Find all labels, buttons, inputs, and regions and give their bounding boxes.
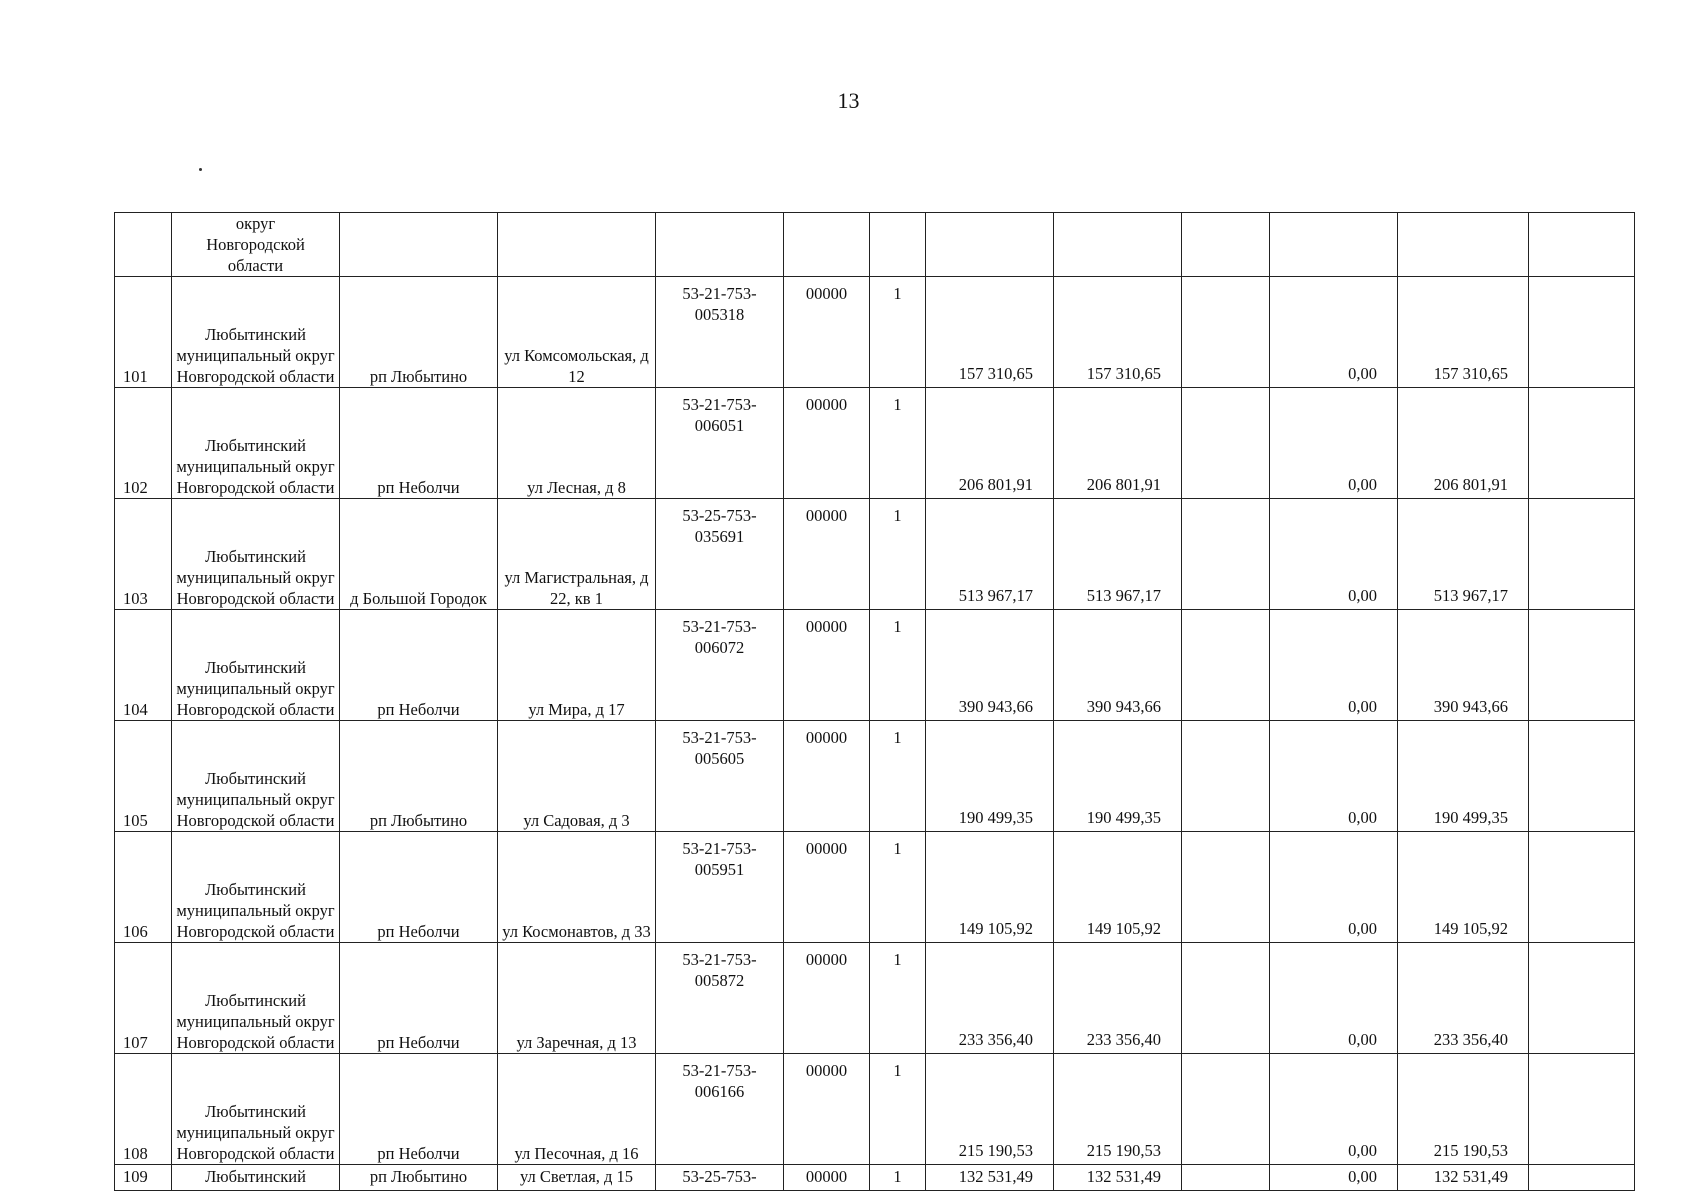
settlement-cell: рп Неболчи bbox=[340, 832, 498, 943]
scan-speck bbox=[199, 168, 202, 171]
municipality-line: Новгородской bbox=[206, 235, 305, 254]
address-cell: ул Светлая, д 15 bbox=[498, 1165, 656, 1191]
extra-cell bbox=[1529, 499, 1635, 610]
municipality-cell: Любытинский муниципальный округ Новгородской области bbox=[172, 277, 340, 388]
municipality-cell: Любытинский муниципальный округ Новгородской области bbox=[172, 388, 340, 499]
code-cell: 00000 bbox=[784, 721, 870, 832]
code-cell: 00000 bbox=[784, 388, 870, 499]
continuation-row bbox=[115, 213, 1635, 277]
code-cell: 00000 bbox=[784, 277, 870, 388]
oktmo-cell: 53-21-753-005872 bbox=[656, 943, 784, 1054]
count-cell bbox=[870, 213, 926, 277]
address-cell bbox=[498, 213, 656, 277]
oktmo-cell: 53-21-753-006072 bbox=[656, 610, 784, 721]
oktmo-cell: 53-21-753-006166 bbox=[656, 1054, 784, 1165]
amount4-cell: 0,00 bbox=[1270, 721, 1398, 832]
amount2-cell: 233 356,40 bbox=[1054, 943, 1182, 1054]
address-cell: ул Заречная, д 13 bbox=[498, 943, 656, 1054]
table-row bbox=[115, 832, 1635, 943]
amount4-cell: 0,00 bbox=[1270, 832, 1398, 943]
address-cell: ул Лесная, д 8 bbox=[498, 388, 656, 499]
code-cell bbox=[784, 213, 870, 277]
row-number-cell: 107 bbox=[115, 943, 172, 1054]
row-number-cell: 109 bbox=[115, 1165, 172, 1191]
municipality-cell: Любытинский муниципальный округ Новгородской области bbox=[172, 721, 340, 832]
oktmo-cell: 53-25-753- bbox=[656, 1165, 784, 1191]
extra-cell bbox=[1529, 1054, 1635, 1165]
amount1-cell bbox=[926, 213, 1054, 277]
address-cell: ул Садовая, д 3 bbox=[498, 721, 656, 832]
amount4-cell: 0,00 bbox=[1270, 1165, 1398, 1191]
amount1-cell: 233 356,40 bbox=[926, 943, 1054, 1054]
amount3-cell bbox=[1182, 499, 1270, 610]
municipality-cell bbox=[172, 213, 340, 277]
amount3-cell bbox=[1182, 943, 1270, 1054]
amount1-cell: 215 190,53 bbox=[926, 1054, 1054, 1165]
amount4-cell: 0,00 bbox=[1270, 610, 1398, 721]
extra-cell bbox=[1529, 277, 1635, 388]
amount3-cell bbox=[1182, 1054, 1270, 1165]
municipality-line: области bbox=[227, 256, 284, 275]
amount4-cell: 0,00 bbox=[1270, 499, 1398, 610]
settlement-cell: д Большой Городок bbox=[340, 499, 498, 610]
code-cell: 00000 bbox=[784, 943, 870, 1054]
table-row bbox=[115, 499, 1635, 610]
amount5-cell: 390 943,66 bbox=[1398, 610, 1529, 721]
table-row bbox=[115, 610, 1635, 721]
amount1-cell: 513 967,17 bbox=[926, 499, 1054, 610]
amount2-cell: 206 801,91 bbox=[1054, 388, 1182, 499]
amount5-cell: 190 499,35 bbox=[1398, 721, 1529, 832]
code-cell: 00000 bbox=[784, 1054, 870, 1165]
table-row bbox=[115, 1165, 1635, 1191]
oktmo-cell bbox=[656, 213, 784, 277]
amount4-cell: 0,00 bbox=[1270, 277, 1398, 388]
count-cell: 1 bbox=[870, 277, 926, 388]
table-row bbox=[115, 1054, 1635, 1165]
municipality-cell: Любытинский bbox=[172, 1165, 340, 1191]
amount5-cell: 215 190,53 bbox=[1398, 1054, 1529, 1165]
amount2-cell: 157 310,65 bbox=[1054, 277, 1182, 388]
amount3-cell bbox=[1182, 277, 1270, 388]
count-cell: 1 bbox=[870, 388, 926, 499]
oktmo-cell: 53-21-753-005951 bbox=[656, 832, 784, 943]
settlement-cell: рп Неболчи bbox=[340, 1054, 498, 1165]
address-cell: ул Песочная, д 16 bbox=[498, 1054, 656, 1165]
extra-cell bbox=[1529, 388, 1635, 499]
amount1-cell: 132 531,49 bbox=[926, 1165, 1054, 1191]
municipality-cell: Любытинский муниципальный округ Новгородской области bbox=[172, 610, 340, 721]
extra-cell bbox=[1529, 832, 1635, 943]
municipality-line: округ bbox=[235, 214, 276, 233]
amount3-cell bbox=[1182, 832, 1270, 943]
code-cell: 00000 bbox=[784, 610, 870, 721]
amount2-cell: 513 967,17 bbox=[1054, 499, 1182, 610]
oktmo-cell: 53-21-753-006051 bbox=[656, 388, 784, 499]
amount1-cell: 390 943,66 bbox=[926, 610, 1054, 721]
amount2-cell: 190 499,35 bbox=[1054, 721, 1182, 832]
amount2-cell bbox=[1054, 213, 1182, 277]
table-row bbox=[115, 388, 1635, 499]
settlement-cell: рп Любытино bbox=[340, 721, 498, 832]
settlement-cell: рп Неболчи bbox=[340, 610, 498, 721]
amount4-cell: 0,00 bbox=[1270, 388, 1398, 499]
address-cell: ул Космонавтов, д 33 bbox=[498, 832, 656, 943]
amount3-cell bbox=[1182, 388, 1270, 499]
amount5-cell: 206 801,91 bbox=[1398, 388, 1529, 499]
oktmo-cell: 53-25-753-035691 bbox=[656, 499, 784, 610]
amount3-cell bbox=[1182, 721, 1270, 832]
amount1-cell: 149 105,92 bbox=[926, 832, 1054, 943]
amount5-cell: 233 356,40 bbox=[1398, 943, 1529, 1054]
amount3-cell bbox=[1182, 610, 1270, 721]
count-cell: 1 bbox=[870, 832, 926, 943]
amount5-cell: 149 105,92 bbox=[1398, 832, 1529, 943]
count-cell: 1 bbox=[870, 1054, 926, 1165]
row-number-cell: 102 bbox=[115, 388, 172, 499]
oktmo-cell: 53-21-753-005318 bbox=[656, 277, 784, 388]
page-number: 13 bbox=[837, 88, 860, 113]
amount3-cell bbox=[1182, 1165, 1270, 1191]
row-number-cell: 108 bbox=[115, 1054, 172, 1165]
extra-cell bbox=[1529, 213, 1635, 277]
address-cell: ул Комсомольская, д 12 bbox=[498, 277, 656, 388]
extra-cell bbox=[1529, 721, 1635, 832]
amount5-cell bbox=[1398, 213, 1529, 277]
settlement-cell: рп Неболчи bbox=[340, 388, 498, 499]
row-number-cell: 101 bbox=[115, 277, 172, 388]
amount2-cell: 149 105,92 bbox=[1054, 832, 1182, 943]
count-cell: 1 bbox=[870, 610, 926, 721]
amount2-cell: 390 943,66 bbox=[1054, 610, 1182, 721]
amount3-cell bbox=[1182, 213, 1270, 277]
amount2-cell: 215 190,53 bbox=[1054, 1054, 1182, 1165]
count-cell: 1 bbox=[870, 721, 926, 832]
extra-cell bbox=[1529, 1165, 1635, 1191]
count-cell: 1 bbox=[870, 499, 926, 610]
table-row bbox=[115, 277, 1635, 388]
extra-cell bbox=[1529, 610, 1635, 721]
settlement-cell: рп Любытино bbox=[340, 277, 498, 388]
address-cell: ул Магистральная, д 22, кв 1 bbox=[498, 499, 656, 610]
amount4-cell bbox=[1270, 213, 1398, 277]
row-number-cell: 105 bbox=[115, 721, 172, 832]
amount5-cell: 513 967,17 bbox=[1398, 499, 1529, 610]
extra-cell bbox=[1529, 943, 1635, 1054]
amount1-cell: 190 499,35 bbox=[926, 721, 1054, 832]
settlement-cell: рп Любытино bbox=[340, 1165, 498, 1191]
municipality-cell: Любытинский муниципальный округ Новгородской области bbox=[172, 943, 340, 1054]
amount1-cell: 157 310,65 bbox=[926, 277, 1054, 388]
amount5-cell: 157 310,65 bbox=[1398, 277, 1529, 388]
code-cell: 00000 bbox=[784, 1165, 870, 1191]
municipality-cell: Любытинский муниципальный округ Новгородской области bbox=[172, 832, 340, 943]
table-row bbox=[115, 943, 1635, 1054]
count-cell: 1 bbox=[870, 943, 926, 1054]
row-number-cell bbox=[115, 213, 172, 277]
address-cell: ул Мира, д 17 bbox=[498, 610, 656, 721]
settlement-cell bbox=[340, 213, 498, 277]
register-table bbox=[114, 212, 1635, 1191]
row-number-cell: 106 bbox=[115, 832, 172, 943]
oktmo-cell: 53-21-753-005605 bbox=[656, 721, 784, 832]
count-cell: 1 bbox=[870, 1165, 926, 1191]
municipality-cell: Любытинский муниципальный округ Новгородской области bbox=[172, 1054, 340, 1165]
settlement-cell: рп Неболчи bbox=[340, 943, 498, 1054]
amount4-cell: 0,00 bbox=[1270, 943, 1398, 1054]
code-cell: 00000 bbox=[784, 499, 870, 610]
amount4-cell: 0,00 bbox=[1270, 1054, 1398, 1165]
amount1-cell: 206 801,91 bbox=[926, 388, 1054, 499]
table-row bbox=[115, 721, 1635, 832]
amount2-cell: 132 531,49 bbox=[1054, 1165, 1182, 1191]
code-cell: 00000 bbox=[784, 832, 870, 943]
municipality-cell: Любытинский муниципальный округ Новгородской области bbox=[172, 499, 340, 610]
row-number-cell: 103 bbox=[115, 499, 172, 610]
amount5-cell: 132 531,49 bbox=[1398, 1165, 1529, 1191]
row-number-cell: 104 bbox=[115, 610, 172, 721]
